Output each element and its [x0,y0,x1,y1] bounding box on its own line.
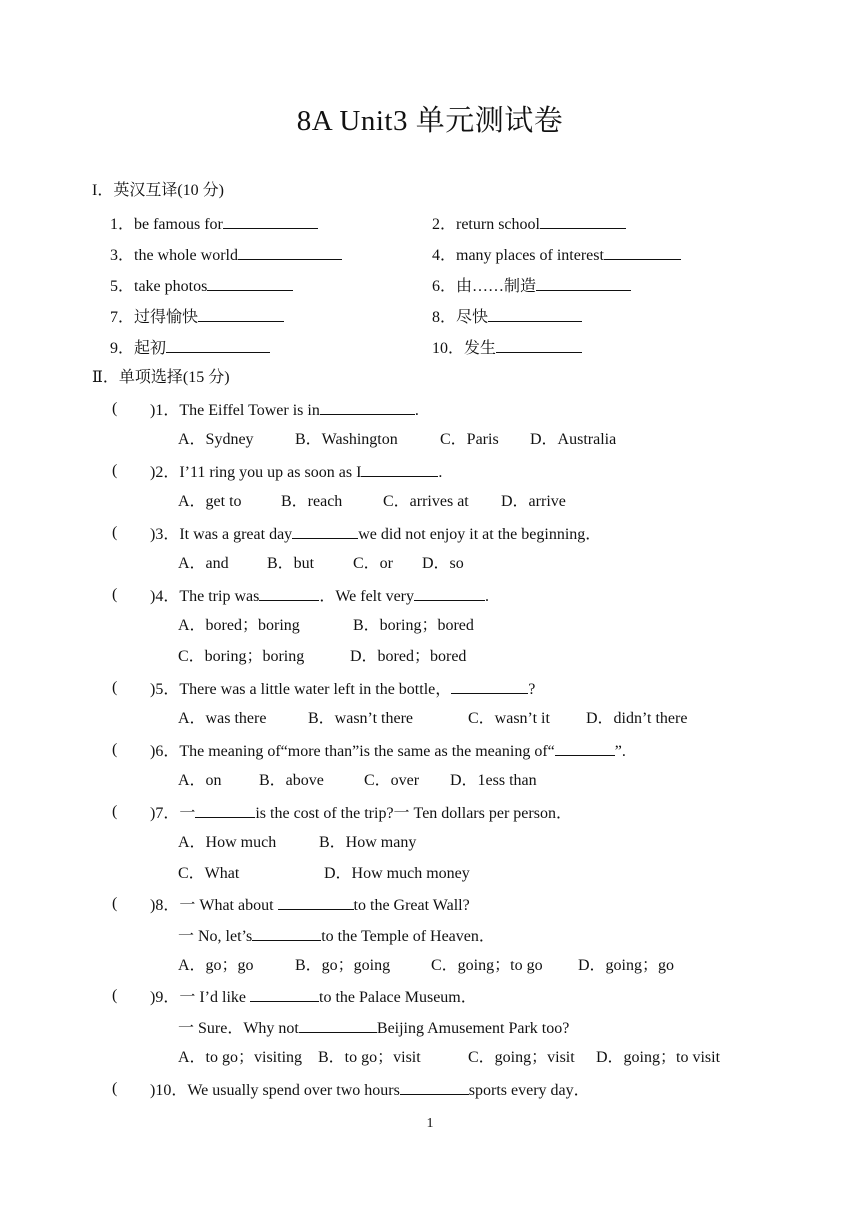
question-5: )5．There was a little water left in the bottle， ? [150,678,535,700]
option: A．and [178,555,229,572]
option: D．going；to visit [596,1049,721,1066]
option: A．How much [178,834,277,851]
section1-item: 1．be famous for [110,213,318,235]
page-number: 1 [426,1116,434,1131]
section1-heading: I．英汉互译(10 分) [92,182,224,199]
option: D．Australia [530,431,617,448]
option: C．What [178,865,240,882]
answer-paren: ( [112,895,118,912]
option: C．or [353,555,394,572]
question-2: )2．I’11 ring you up as soon as I . [150,461,442,483]
section1-item: 6．由……制造 [432,275,631,297]
option: B．go；going [295,957,391,974]
option: B．wasn’t there [308,710,414,727]
option: A．on [178,772,222,789]
option: A．to go；visiting [178,1049,303,1066]
section2-heading: Ⅱ．单项选择(15 分) [92,369,230,386]
question-1: )1．The Eiffel Tower is in . [150,399,419,421]
option: C．going；to go [431,957,543,974]
question-10: )10．We usually spend over two hours sports every day． [150,1079,590,1101]
option: A．get to [178,493,242,510]
option: C．going；visit [468,1049,575,1066]
option: D．going；go [578,957,675,974]
question-9: )9．一 I’d like to the Palace Museum． [150,986,477,1008]
option: B．but [267,555,315,572]
answer-paren: ( [112,400,118,417]
answer-paren: ( [112,987,118,1004]
option: C．over [364,772,420,789]
section1-item: 8．尽快 [432,306,582,328]
answer-paren: ( [112,741,118,758]
section1-item: 2．return school [432,213,626,235]
question-8-line2: 一 No, let’s to the Temple of Heaven． [178,925,495,947]
page-title: 8A Unit3 单元测试卷 [296,105,564,137]
option: A．bored；boring [178,617,300,634]
answer-paren: ( [112,803,118,820]
option: B．Washington [295,431,398,448]
option: C．boring；boring [178,648,305,665]
option: C．arrives at [383,493,469,510]
option: D．arrive [501,493,566,510]
section1-item: 7．过得愉快 [110,306,284,328]
option: D．1ess than [450,772,537,789]
option: B．to go；visit [318,1049,421,1066]
section1-item: 9．起初 [110,337,270,359]
option: B．above [259,772,324,789]
option: A．Sydney [178,431,254,448]
answer-paren: ( [112,524,118,541]
question-8: )8．一 What about to the Great Wall? [150,894,470,916]
section1-item: 10．发生 [432,337,582,359]
option: A．go；go [178,957,254,974]
option: B．How many [319,834,417,851]
option: C．Paris [440,431,499,448]
section1-item: 3．the whole world [110,244,342,266]
answer-paren: ( [112,586,118,603]
option: D．so [422,555,464,572]
question-9-line2: 一 Sure．Why not Beijing Amusement Park too? [178,1017,569,1039]
option: B．boring；bored [353,617,474,634]
option: C．wasn’t it [468,710,550,727]
answer-paren: ( [112,462,118,479]
question-7: )7．一 is the cost of the trip?一 Ten dollars per person． [150,802,572,824]
question-4: )4．The trip was ．We felt very . [150,585,489,607]
option: A．was there [178,710,267,727]
section1-item: 4．many places of interest [432,244,681,266]
question-3: )3．It was a great day we did not enjoy it at the beginning． [150,523,601,545]
section1-item: 5．take photos [110,275,293,297]
answer-paren: ( [112,679,118,696]
option: D．How much money [324,865,470,882]
option: B．reach [281,493,343,510]
option: D．didn’t there [586,710,688,727]
question-6: )6．The meaning of“more than”is the same as the meaning of“ ”. [150,740,626,762]
answer-paren: ( [112,1080,118,1097]
option: D．bored；bored [350,648,467,665]
